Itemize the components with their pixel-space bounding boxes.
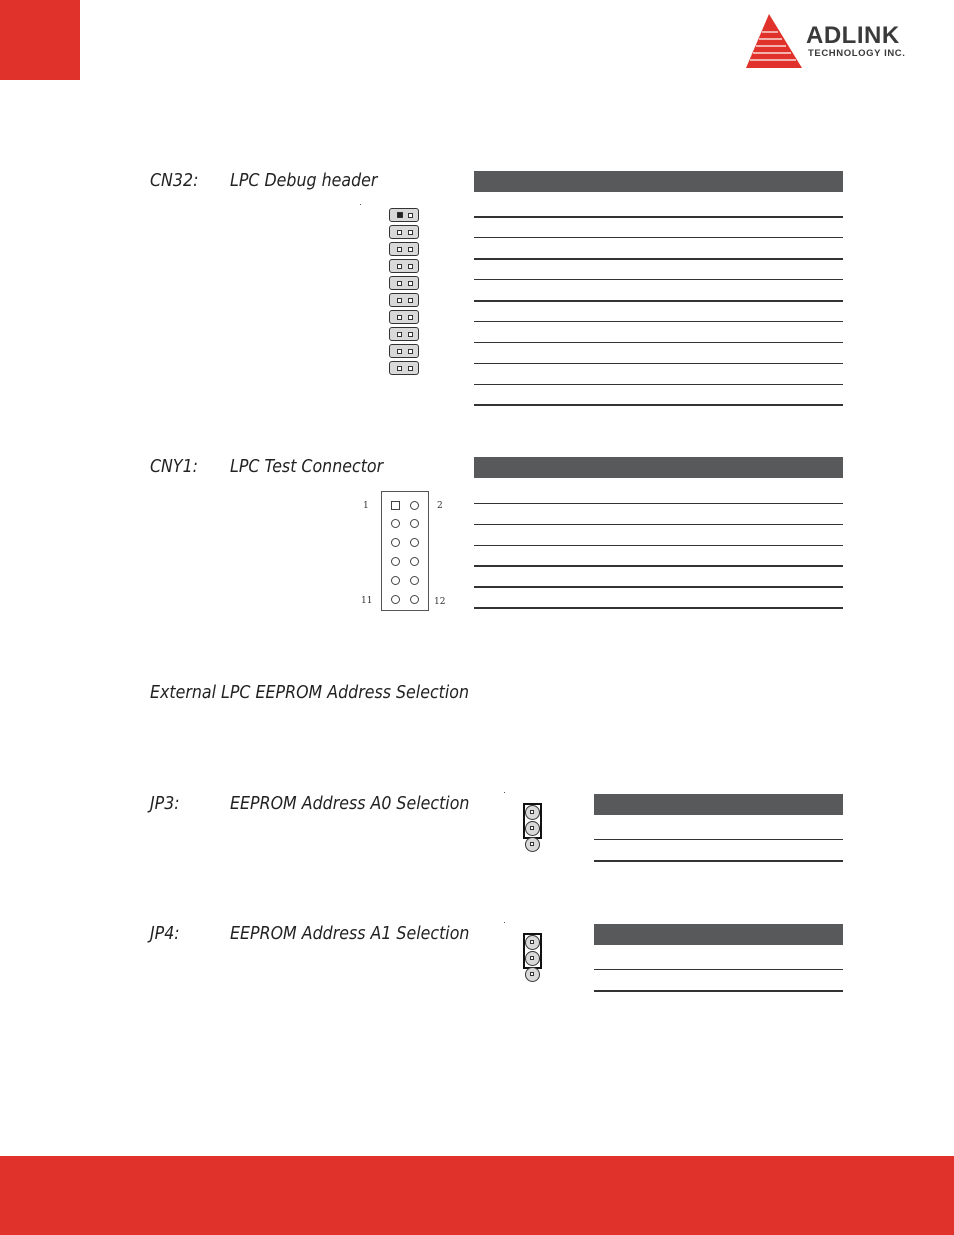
jumper-pin xyxy=(525,935,540,950)
jumper-pin xyxy=(525,967,540,982)
jumper-pin xyxy=(525,951,540,966)
pin-row xyxy=(389,344,419,358)
table-row-line xyxy=(474,503,843,504)
adlink-triangle-icon xyxy=(742,12,804,72)
table-row-line xyxy=(474,586,843,588)
connector-pin xyxy=(410,519,419,528)
table-row-line xyxy=(474,384,843,385)
connector-pin xyxy=(391,595,400,604)
table-row-line xyxy=(474,565,843,567)
logo-name: ADLINK xyxy=(806,22,900,49)
jp4-table-header xyxy=(594,924,843,945)
pin-row xyxy=(389,225,419,239)
tick-mark xyxy=(360,204,361,205)
eeprom-section-title: External LPC EEPROM Address Selection xyxy=(150,682,469,703)
table-row-line xyxy=(474,342,843,343)
pin-row xyxy=(389,242,419,256)
pin-label-1: 1 xyxy=(363,501,369,511)
cn32-title: LPC Debug header xyxy=(230,170,378,191)
tick-mark xyxy=(504,922,505,923)
table-row-line xyxy=(594,860,843,862)
table-row-line xyxy=(474,363,843,364)
jumper-pin xyxy=(525,805,540,820)
table-row-line xyxy=(474,607,843,609)
logo-subtitle: TECHNOLOGY INC. xyxy=(808,48,906,59)
jp3-code: JP3: xyxy=(150,793,180,814)
table-row-line xyxy=(474,524,843,525)
connector-pin xyxy=(391,576,400,585)
pin-label-2: 2 xyxy=(437,501,443,511)
pin-label-12: 12 xyxy=(434,597,446,607)
jp4-title: EEPROM Address A1 Selection xyxy=(230,923,470,944)
table-row-line xyxy=(594,969,843,970)
pin-row xyxy=(389,259,419,273)
pin-row xyxy=(389,208,419,222)
table-row-line xyxy=(474,545,843,546)
cny1-title: LPC Test Connector xyxy=(230,456,384,477)
table-row-line xyxy=(594,839,843,840)
connector-pin xyxy=(410,576,419,585)
pin-row xyxy=(389,310,419,324)
tick-mark xyxy=(504,792,505,793)
cny1-table-header xyxy=(474,457,843,478)
footer-band xyxy=(0,1156,954,1235)
table-row-line xyxy=(474,237,843,238)
jp3-table-header xyxy=(594,794,843,815)
table-row-line xyxy=(474,216,843,218)
table-row-line xyxy=(474,279,843,280)
connector-pin xyxy=(410,595,419,604)
corner-tab xyxy=(0,0,80,80)
adlink-logo xyxy=(742,12,932,72)
table-row-line xyxy=(594,990,843,992)
cny1-code: CNY1: xyxy=(150,456,199,477)
table-row-line xyxy=(474,321,843,322)
connector-pin xyxy=(410,538,419,547)
connector-pin xyxy=(391,538,400,547)
pin-row xyxy=(389,293,419,307)
jp3-title: EEPROM Address A0 Selection xyxy=(230,793,470,814)
pin-label-11: 11 xyxy=(361,596,373,606)
pin-row xyxy=(389,276,419,290)
cny1-connector xyxy=(381,491,429,611)
pin-row xyxy=(389,361,419,375)
jp4-code: JP4: xyxy=(150,923,180,944)
table-row-line xyxy=(474,300,843,302)
jumper-pin xyxy=(525,821,540,836)
table-row-line xyxy=(474,404,843,406)
connector-pin xyxy=(391,557,400,566)
jumper-pin xyxy=(525,837,540,852)
pin-row xyxy=(389,327,419,341)
connector-pin xyxy=(391,519,400,528)
connector-pin xyxy=(391,501,400,510)
table-row-line xyxy=(474,258,843,260)
cn32-code: CN32: xyxy=(150,170,199,191)
connector-pin xyxy=(410,557,419,566)
connector-pin xyxy=(410,501,419,510)
cn32-table-header xyxy=(474,171,843,192)
